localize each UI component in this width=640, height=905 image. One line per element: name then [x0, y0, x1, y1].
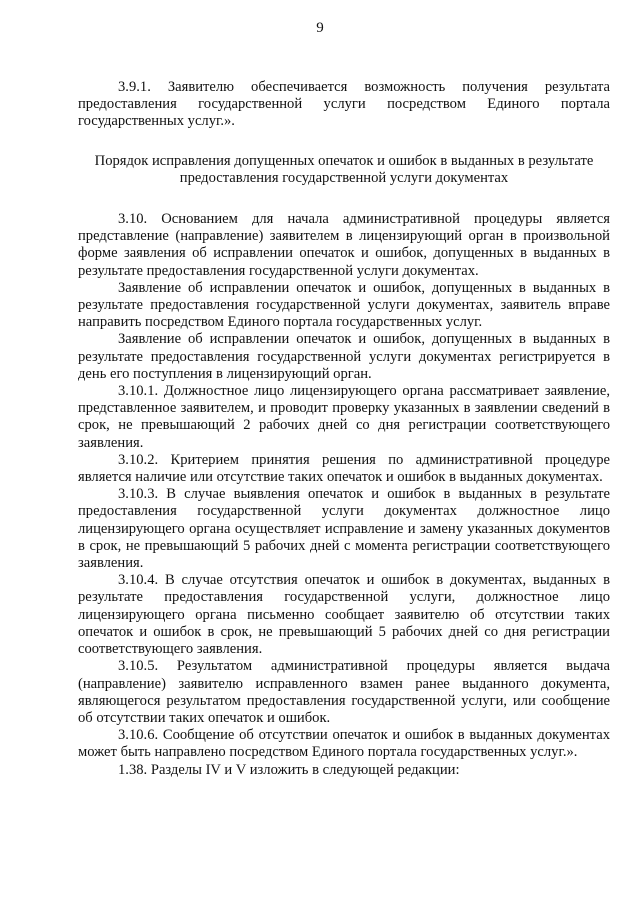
- paragraph-3-10-4: 3.10.4. В случае отсутствия опечаток и ошибок в документах, выданных в результате предоставления государственной услуги, должностное лицо лицензирующего органа письменно сообщает заявителю об отсутствии таких опечаток и ошибок в срок, не превышающий 5 рабочих дней со дня регистрации соответствующего заявления.: [78, 572, 610, 658]
- page-number: 9: [316, 20, 324, 36]
- paragraph-3-10: 3.10. Основанием для начала административной процедуры является представление (направление) заявителем в лицензирующий орган в произвольной форме заявления об исправлении опечаток и ошибок, допущенных в выданных в результате предоставления государственной услуги документах.: [78, 211, 610, 279]
- paragraph-3-10-6: 3.10.6. Сообщение об отсутствии опечаток и ошибок в выданных документах может быть направлено посредством Единого портала государственных услуг.».: [78, 727, 610, 761]
- paragraph-application-registration: Заявление об исправлении опечаток и ошибок, допущенных в выданных в результате предоставления государственной услуги документах регистрируется в день его поступления в лицензирующий орган.: [78, 331, 610, 382]
- paragraph-3-10-1: 3.10.1. Должностное лицо лицензирующего органа рассматривает заявление, представленное заявителем, и проводит проверку указанных в заявлении сведений в срок, не превышающий 2 рабочих дней со дня регистрации соответствующего заявления.: [78, 383, 610, 451]
- paragraph-3-10-2: 3.10.2. Критерием принятия решения по административной процедуре является наличие или отсутствие таких опечаток и ошибок в выданных документах.: [78, 451, 610, 486]
- document-body: [78, 79, 610, 779]
- paragraph-3-10-5: 3.10.5. Результатом административной процедуры является выдача (направление) заявителю исправленного взамен ранее выданного документа, являющегося результатом предоставления государственной услуги, или сообщение об отсутствии таких опечаток и ошибок.: [78, 658, 610, 726]
- paragraph-3-10-3: 3.10.3. В случае выявления опечаток и ошибок в выданных в результате предоставления государственной услуги документах должностное лицо лицензирующего органа осуществляет исправление и замену указанных документов в срок, не превышающий 5 рабочих дней с момента регистрации соответствующего заявления.: [78, 486, 610, 572]
- paragraph-1-38: 1.38. Разделы IV и V изложить в следующей редакции:: [118, 761, 460, 778]
- section-heading: Порядок исправления допущенных опечаток и ошибок в выданных в результате предоставления государственной услуги документах: [94, 152, 594, 186]
- paragraph-3-9-1: 3.9.1. Заявителю обеспечивается возможность получения результата предоставления государственной услуги посредством Единого портала государственных услуг.».: [78, 79, 610, 130]
- paragraph-application-portal: Заявление об исправлении опечаток и ошибок, допущенных в выданных в результате предоставления государственной услуги документах, заявитель вправе направить посредством Единого портала государственных услуг.: [78, 279, 610, 331]
